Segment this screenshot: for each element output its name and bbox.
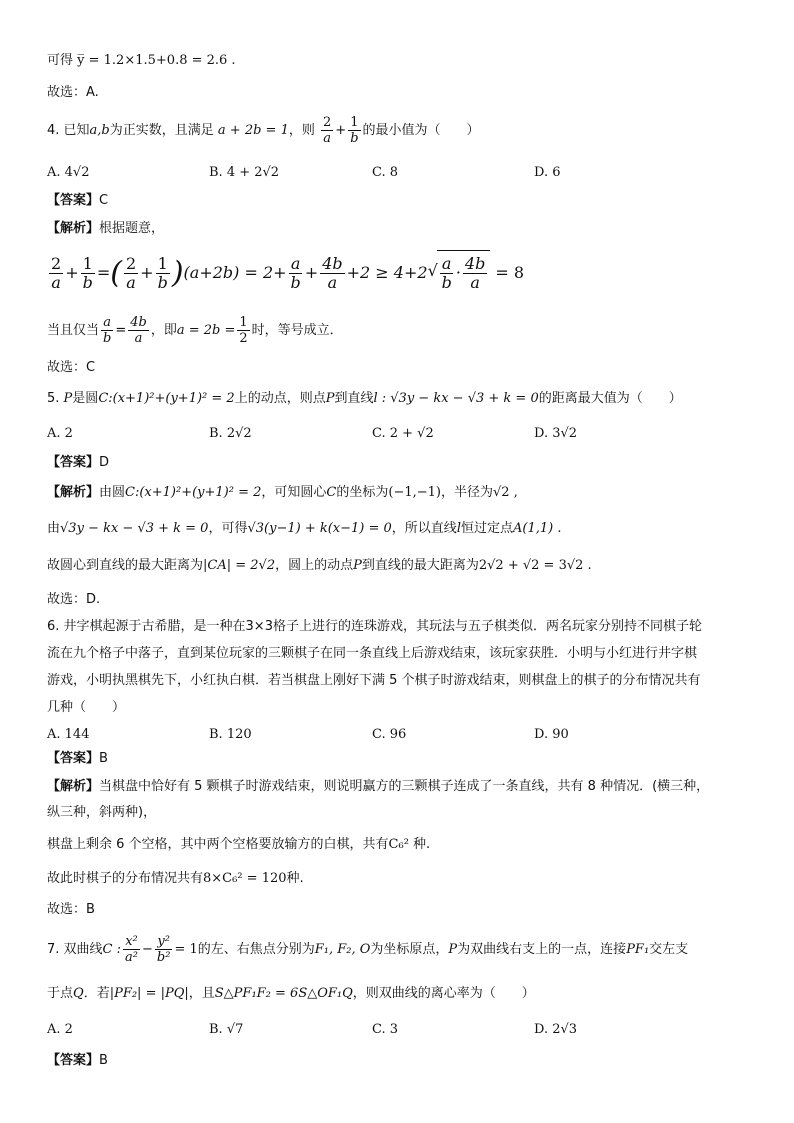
formula: S△PF₁F₂ = 6S△OF₁Q [214, 986, 353, 1001]
formula: C:(x+1)²+(y+1)² = 2 [98, 391, 235, 406]
formula: = 1 [174, 942, 198, 957]
formula: y̅ = 1.2×1.5+0.8 = 2.6 . [77, 53, 236, 68]
formula: |PF₂| = |PQ| [109, 986, 189, 1001]
formula: C:(x+1)²+(y+1)² = 2 [125, 485, 262, 500]
option-b[interactable]: B. √7 [209, 1022, 244, 1037]
formula: √3(y−1) + k(x−1) = 0 [247, 521, 392, 536]
text: 由圆 [99, 485, 126, 500]
text: 时，等号成立． [251, 323, 343, 338]
text: 交左支 [649, 942, 689, 957]
text: 上的动点，则点 [234, 391, 326, 406]
option-c[interactable]: C. 8 [372, 165, 399, 180]
q4-choice [47, 358, 95, 378]
fraction: $\frac{2}{a}$ [323, 115, 332, 146]
option-d[interactable]: D. 90 [534, 727, 569, 742]
q7-line-2: 于点Q．若|PF₂| = |PQ|，且S△PF₁F₂ = 6S△OF₁Q，则双曲线的离心率为（ ） [47, 986, 535, 1001]
option-c[interactable]: C. 96 [372, 727, 407, 742]
text: 的最小值为（ ） [362, 123, 480, 138]
q7-answer [47, 1051, 108, 1071]
question-4: 4. 已知a,b为正实数，且满足 a + 2b = 1，则 $\frac{2}{a}$ + $\frac{1}{b}$ 的最小值为（ ） [47, 115, 480, 146]
formula: F₁, F₂, O [314, 942, 371, 957]
text: 5. [47, 391, 60, 406]
formula: |CA| = 2√2 [203, 558, 276, 573]
q6-analysis-1 [47, 777, 709, 797]
text: ，所以直线 [391, 521, 457, 536]
text: 4. 已知 [47, 123, 90, 138]
answer-value: D [99, 455, 110, 470]
formula: C₆² 种. [388, 837, 431, 852]
text: ，则双曲线的离心率为（ ） [352, 986, 535, 1001]
text: ，即 [150, 323, 177, 338]
text: 6. 井字棋起源于古希腊，是一种在3×3格子上进行的连珠游戏，其玩法与五子棋类似．两名玩家分别持不同棋子轮 [47, 619, 702, 634]
answer-tag: 【答案】 [47, 455, 100, 470]
text: ，圆上的动点 [275, 558, 354, 573]
text: 的坐标为 [336, 485, 389, 500]
q5-analysis-2: 由√3y − kx − √3 + k = 0，可得√3(y−1) + k(x−1) = 0，所以直线l恒过定点A(1,1) . [47, 521, 562, 536]
formula: 8×C₆² = 120 [203, 871, 287, 886]
text-line-1 [47, 51, 236, 71]
option-b[interactable]: B. 4 + 2√2 [209, 165, 280, 180]
analysis-tag: 【解析】 [47, 485, 100, 500]
q5-analysis-1: 【解析】由圆C:(x+1)²+(y+1)² = 2，可知圆心C的坐标为(−1,−1)，半径为√2 , [47, 485, 518, 500]
question-5: 5. P是圆C:(x+1)²+(y+1)² = 2上的动点，则点P到直线l : √3y − kx − √3 + k = 0的距离最大值为（ ） [47, 391, 682, 406]
text: 为正实数，且满足 [109, 123, 214, 138]
option-a[interactable]: A. 2 [47, 426, 73, 441]
text: 为坐标原点， [370, 942, 449, 957]
q4-answer [47, 191, 108, 211]
q6-line-4 [47, 698, 125, 718]
text: 到直线的最大距离为 [361, 558, 479, 573]
text: 故选：D. [47, 592, 101, 607]
answer-value: B [99, 1053, 108, 1068]
text: 故选：B [47, 902, 95, 917]
answer-value: B [99, 751, 108, 766]
formula: √2 , [493, 485, 518, 500]
formula: a,b [89, 123, 110, 138]
q5-answer [47, 453, 109, 473]
text: 恒过定点 [460, 521, 513, 536]
option-a[interactable]: A. 2 [47, 1022, 73, 1037]
q4-equality-condition: 当且仅当 $\frac{a}{b}$ = $\frac{4b}{a}$ ，即a = 2b = $\frac{1}{2}$ 时，等号成立． [47, 315, 343, 346]
text-line-2 [47, 83, 99, 103]
text: 故此时棋子的分布情况共有 [47, 871, 204, 886]
formula: √3y − kx − √3 + k = 0 [60, 521, 209, 536]
option-d[interactable]: D. 6 [534, 165, 561, 180]
option-c[interactable]: C. 2 + √2 [372, 426, 434, 441]
text: ，可知圆心 [261, 485, 327, 500]
text: ，且 [188, 986, 215, 1001]
formula: A(1,1) . [513, 521, 562, 536]
text: 当棋盘中恰好有 5 颗棋子时游戏结束，则说明赢方的三颗棋子连成了一条直线，共有 8 种情况．(横三种， [99, 779, 710, 794]
text: 为双曲线右支上的一点，连接 [457, 942, 627, 957]
formula: C : [102, 942, 122, 957]
option-d[interactable]: D. 2√3 [534, 1022, 578, 1037]
q4-equation: $\frac{2}{a}$ + $\frac{1}{b}$ =( $\frac{2}{a}$ + $\frac{1}{b}$ )(a+2b) = 2+ $\frac{a}{b}$ + $\frac{4b}{a}$ +2 ≥ 4+2 √ $\frac{a}{b}$ · $\frac{4b}{a}$ = 8 [47, 250, 524, 296]
answer-tag: 【答案】 [47, 751, 100, 766]
option-b[interactable]: B. 120 [209, 727, 252, 742]
answer-value: C [99, 193, 109, 208]
text: 的距离最大值为（ ） [538, 391, 682, 406]
q6-analysis-3 [47, 835, 430, 855]
text: 于点 [47, 986, 74, 1001]
text: ，可得 [208, 521, 248, 536]
option-d[interactable]: D. 3√2 [534, 426, 578, 441]
answer-tag: 【答案】 [47, 193, 100, 208]
formula: 2√2 + √2 = 3√2 . [478, 558, 592, 573]
text: 由 [47, 521, 61, 536]
text: 故选：C [47, 360, 96, 375]
text: 是圆 [72, 391, 99, 406]
text: 7. 双曲线 [47, 942, 103, 957]
text: 到直线 [334, 391, 374, 406]
text: ，半径为 [441, 485, 494, 500]
q6-line-1 [47, 617, 702, 637]
q6-line-2 [47, 644, 697, 664]
text: 纵三种，斜两种)， [47, 805, 157, 820]
q6-analysis-2 [47, 803, 156, 823]
text: 流在九个格子中落子，直到某位玩家的三颗棋子在同一条直线上后游戏结束，该玩家获胜．小明与小红进行井字棋 [47, 646, 698, 661]
text: 种. [286, 871, 304, 886]
formula: a + 2b = 1 [217, 123, 289, 138]
text: 故圆心到直线的最大距离为 [47, 558, 204, 573]
q6-line-3 [47, 671, 701, 691]
q6-analysis-4 [47, 869, 304, 889]
text: 的左、右焦点分别为 [197, 942, 315, 957]
formula: l : √3y − kx − √3 + k = 0 [373, 391, 539, 406]
option-a[interactable]: A. 4√2 [47, 165, 90, 180]
analysis-tag: 【解析】 [47, 221, 100, 236]
text: 几种（ ） [47, 700, 126, 715]
option-b[interactable]: B. 2√2 [209, 426, 252, 441]
text: 当且仅当 [47, 323, 100, 338]
fraction: $\frac{1}{b}$ [350, 115, 359, 146]
text: 棋盘上剩余 6 个空格，其中两个空格要放输方的白棋，共有 [47, 837, 389, 852]
question-7: 7. 双曲线C : $\frac{\text{x²}}{\text{a²}}$ − $\frac{\text{y²}}{\text{b²}}$ = 1的左、右焦点分别为F₁, F₂, O为坐标原点，P为双曲线右支上的一点，连接PF₁交左支 [47, 934, 689, 965]
formula: (−1,−1) [388, 485, 441, 500]
q5-choice [47, 590, 100, 610]
text: 可得 [47, 53, 74, 68]
option-a[interactable]: A. 144 [47, 727, 90, 742]
q6-choice [47, 900, 95, 920]
formula: PF₁ [626, 942, 650, 957]
analysis-tag: 【解析】 [47, 779, 100, 794]
q4-analysis [47, 219, 164, 239]
text: 游戏，小明执黑棋先下，小红执白棋．若当棋盘上刚好下满 5 个棋子时游戏结束，则棋盘上的棋子的分布情况共有 [47, 673, 701, 688]
text: ，则 [288, 123, 315, 138]
answer-tag: 【答案】 [47, 1053, 100, 1068]
q5-analysis-3: 故圆心到直线的最大距离为|CA| = 2√2，圆上的动点P到直线的最大距离为2√2 + √2 = 3√2 . [47, 558, 592, 573]
text: 根据题意， [99, 221, 165, 236]
text: 故选：A. [47, 85, 99, 100]
option-c[interactable]: C. 3 [372, 1022, 399, 1037]
text: ．若 [83, 986, 110, 1001]
q6-answer [47, 749, 108, 769]
formula: = 8 [495, 263, 525, 282]
